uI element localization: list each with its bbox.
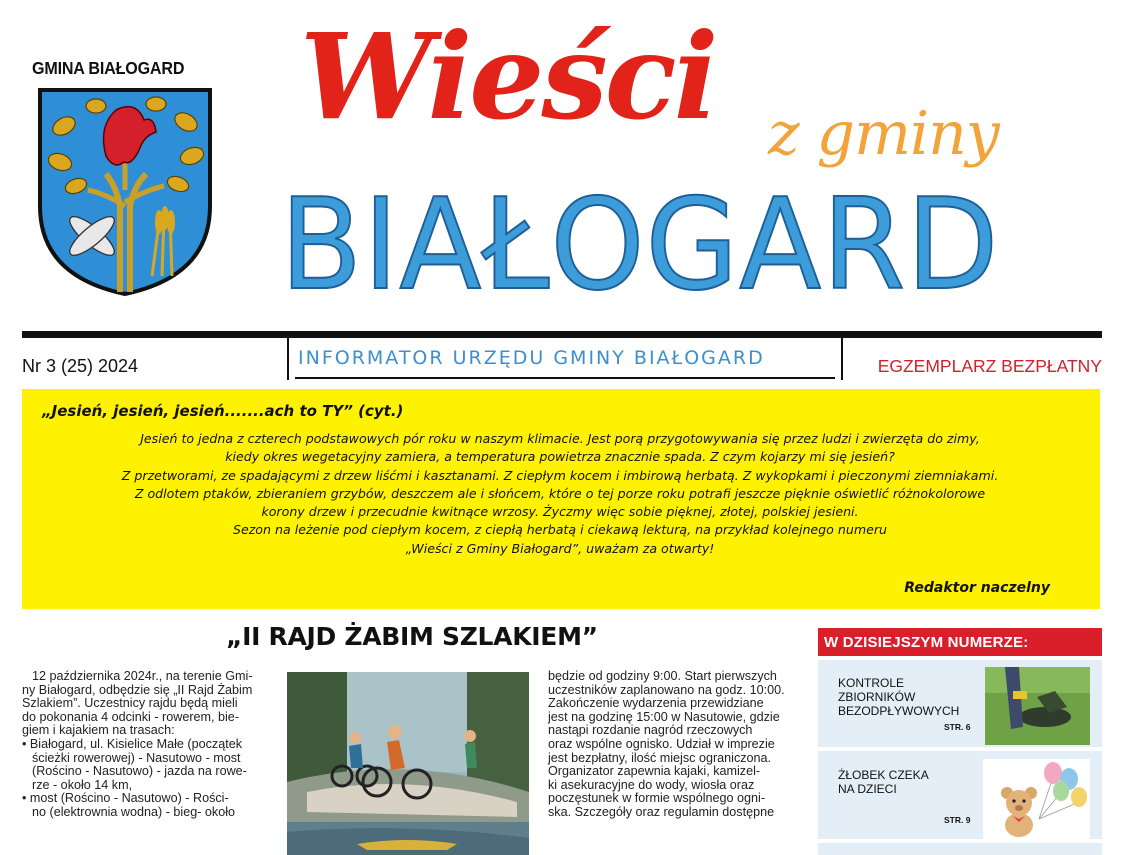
- article-line: • most (Rościno - Nasutowo) - Rości-: [22, 791, 229, 806]
- sidebar-item-next[interactable]: [818, 843, 1102, 855]
- article-line: Organizator zapewnia kajaki, kamizel-: [548, 764, 761, 779]
- title-wiesci: Wieści: [300, 7, 716, 146]
- article-line: 12 października 2024r., na terenie Gmi-: [32, 669, 253, 683]
- sidebar-item-label: [838, 676, 959, 718]
- article-line: poczęstunek w formie wspólnego ogni-: [548, 791, 766, 806]
- editorial-line: kiedy okres wegetacyjny zamiera, a temperatura powietrza znacznie spada. Z czym kojarzy mi się jesień?: [225, 449, 895, 465]
- editorial-line: „Wieści z Gminy Białogard”, uważam za otwarty!: [405, 540, 715, 556]
- editorial-title: „Jesień, jesień, jesień.......ach to TY” (cyt.): [42, 402, 404, 420]
- title-z-gminy: z gminy: [768, 99, 999, 169]
- sidebar-heading: W DZISIEJSZYM NUMERZE:: [824, 634, 1029, 651]
- article-title: „II RAJD ŻABIM SZLAKIEM”: [226, 622, 598, 651]
- article-column-right: [548, 670, 798, 820]
- coat-of-arms: [36, 86, 214, 298]
- article-line: nastąpi rozdanie nagród rzeczowych: [548, 723, 753, 738]
- article-line: ska. Szczegóły oraz regulamin dostępne: [548, 804, 775, 819]
- sidebar-item-line: KONTROLE: [838, 676, 905, 690]
- article-line: rze - około 14 km,: [32, 777, 133, 792]
- teddy-bear-image: [983, 759, 1090, 839]
- sidebar-item-line: BEZODPŁYWOWYCH: [838, 704, 960, 718]
- article-line: ki asekuracyjne do wody, wiosła oraz: [548, 777, 755, 792]
- editorial-line: Jesień to jedna z czterech podstawowych pór roku w naszym klimacie. Jest porą przygotowywania się przez ludzi i zwierzęta do zimy,: [140, 431, 980, 446]
- article-line: no (elektrownia wodna) - bieg- około: [32, 804, 236, 819]
- article-line: jest na godzinę 15:00 w Nasutowie, gdzie: [548, 709, 780, 724]
- editorial-body: [40, 430, 1080, 558]
- article-line: Szlakiem”. Uczestnicy rajdu będą mieli: [22, 696, 238, 711]
- article-line: ny Białogard, odbędzie się „II Rajd Żabim: [22, 682, 253, 697]
- sidebar-item-line: NA DZIECI: [838, 782, 897, 796]
- article-line: jest bezpłatny, ilość miejsc ograniczona.: [548, 750, 772, 765]
- editorial-line: Z przetworami, ze spadającymi z drzew liśćmi i kasztanami. Z ciepłym kocem i imbirową herbatą. Z wykopkami i pieczonymi ziemniakami.: [121, 467, 999, 483]
- free-copy-label: EGZEMPLARZ BEZPŁATNY: [877, 356, 1102, 376]
- article-line: (Rościno - Nasutowo) - jazda na rowe-: [32, 764, 247, 779]
- septic-tank-photo: [985, 667, 1090, 745]
- sidebar-item-page: STR. 6: [944, 722, 971, 732]
- sidebar-item-page: STR. 9: [944, 815, 971, 825]
- editorial-line: Z odlotem ptaków, zbieraniem grzybów, deszczem ale i słońcem, które o tej porze roku potrafi jeszcze pięknie oświetlić różnokolorowe: [134, 485, 986, 501]
- title-bialogard: BIAŁOGARD: [280, 171, 1000, 318]
- article-column-left: [22, 670, 274, 820]
- sidebar-item-label: [838, 768, 929, 796]
- article-line: giem i kajakiem na trasach:: [22, 723, 175, 738]
- editorial-signature: Redaktor naczelny: [904, 580, 1050, 596]
- article-line: oraz wspólne ognisko. Udział w imprezie: [548, 736, 775, 751]
- sidebar-item-line: ŻŁOBEK CZEKA: [838, 768, 929, 782]
- informator-underline: [295, 377, 835, 379]
- sidebar-item-line: ZBIORNIKÓW: [838, 690, 916, 704]
- article-line: • Białogard, ul. Kisielice Małe (początek: [22, 736, 243, 751]
- article-line: uczestników zaplanowano na godz. 10:00.: [548, 682, 785, 697]
- article-line: Zakończenie wydarzenia przewidziane: [548, 696, 764, 711]
- editorial-line: Sezon na leżenie pod ciepłym kocem, z ciepłą herbatą i ciekawą lekturą, na przykład kolejnego numeru: [232, 522, 888, 538]
- editorial-line: korony drzew i przecudnie kwitnące wrzosy. Życzmy więc sobie pięknej, złotej, polskiej jesieni.: [261, 504, 859, 520]
- article-line: będzie od godziny 9:00. Start pierwszych: [548, 669, 777, 683]
- cyclists-photo: [287, 672, 529, 855]
- municipality-label: GMINA BIAŁOGARD: [32, 58, 185, 78]
- article-line: do pokonania 4 odcinki - rowerem, bie-: [22, 709, 240, 724]
- informator-label: INFORMATOR URZĘDU GMINY BIAŁOGARD: [298, 347, 765, 369]
- issue-number: Nr 3 (25) 2024: [22, 356, 139, 376]
- article-line: ścieżki rowerowej) - Nasutowo - most: [32, 750, 241, 765]
